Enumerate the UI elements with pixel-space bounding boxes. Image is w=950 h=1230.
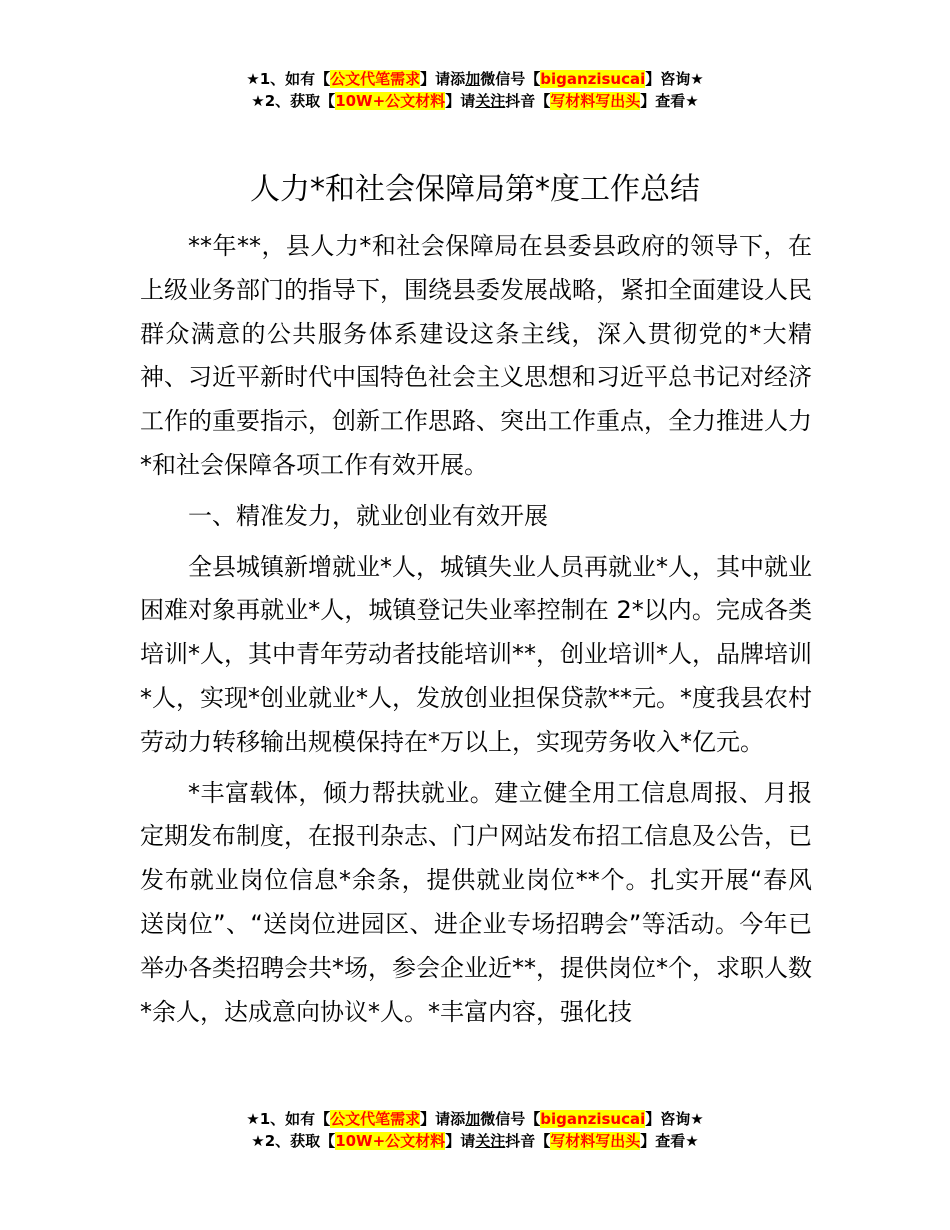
section-heading-1: 一、精准发力，就业创业有效开展 <box>188 501 548 530</box>
banner-text: 】查看★ <box>640 1132 699 1150</box>
banner-text: 关注 <box>475 92 506 110</box>
highlight-wechat-id: biganzisucai <box>540 1110 646 1128</box>
paragraph-intro: **年**，县人力*和社会保障局在县委县政府的领导下，在上级业务部门的指导下，围绕县委发展战略，紧扣全面建设人民群众满意的公共服务体系建设这条主线，深入贯彻党的*大精神、习近平新时代中国特色社会主义思想和习近平总书记对经济工作的重要指示，创新工作思路、突出工作重点，全力推进人力*和社会保障各项工作有效开展。 <box>140 232 812 479</box>
header-banner <box>0 68 950 112</box>
banner-text: 】查看★ <box>640 92 699 110</box>
banner-text: ★1、如有【 <box>246 1110 331 1128</box>
banner-text: 加 <box>465 1110 481 1128</box>
banner-text: 关注 <box>475 1132 506 1150</box>
highlight-douyin: 写材料写出头 <box>550 1132 641 1150</box>
banner-text: 抖音【 <box>505 92 551 110</box>
banner-text: ★2、获取【 <box>251 92 336 110</box>
paragraph-employment-support: *丰富载体，倾力帮扶就业。建立健全用工信息周报、月报定期发布制度，在报刊杂志、门户网站发布招工信息及公告，已发布就业岗位信息*余条，提供就业岗位**个。扎实开展“春风送岗位”、“送岗位进园区、进企业专场招聘会”等活动。今年已举办各类招聘会共*场，参会企业近**，提供岗位*个，求职人数*余人，达成意向协议*人。*丰富内容，强化技 <box>140 778 812 1026</box>
banner-text: 】请 <box>445 1132 476 1150</box>
banner-text: ★2、获取【 <box>251 1132 336 1150</box>
banner-text: 微信号【 <box>480 1110 541 1128</box>
document-title: 人力*和社会保障局第*度工作总结 <box>250 172 700 207</box>
banner-line-1 <box>0 68 950 90</box>
banner-text: 】咨询★ <box>645 70 704 88</box>
highlight-materials: 10W+公文材料 <box>335 92 446 110</box>
banner-text: 】请 <box>445 92 476 110</box>
banner-text: 微信号【 <box>480 70 541 88</box>
banner-text: 】请添 <box>420 70 466 88</box>
highlight-douyin: 写材料写出头 <box>550 92 641 110</box>
banner-text: 】请添 <box>420 1110 466 1128</box>
banner-text: ★1、如有【 <box>246 70 331 88</box>
banner-text: 加 <box>465 70 481 88</box>
banner-text: 】咨询★ <box>645 1110 704 1128</box>
document-body <box>140 225 812 1034</box>
banner-line-2 <box>0 1130 950 1152</box>
highlight-materials: 10W+公文材料 <box>335 1132 446 1150</box>
banner-line-1 <box>0 1108 950 1130</box>
footer-banner <box>0 1108 950 1152</box>
highlight-service: 公文代笔需求 <box>330 70 421 88</box>
banner-text: 抖音【 <box>505 1132 551 1150</box>
banner-line-2 <box>0 90 950 112</box>
highlight-service: 公文代笔需求 <box>330 1110 421 1128</box>
highlight-wechat-id: biganzisucai <box>540 70 646 88</box>
paragraph-employment-stats: 全县城镇新增就业*人，城镇失业人员再就业*人，其中就业困难对象再就业*人，城镇登记失业率控制在 2*以内。完成各类培训*人，其中青年劳动者技能培训**，创业培训*人，品牌培训*人，实现*创业就业*人，发放创业担保贷款**元。*度我县农村劳动力转移输出规模保持在*万以上，实现劳务收入*亿元。 <box>140 552 812 756</box>
